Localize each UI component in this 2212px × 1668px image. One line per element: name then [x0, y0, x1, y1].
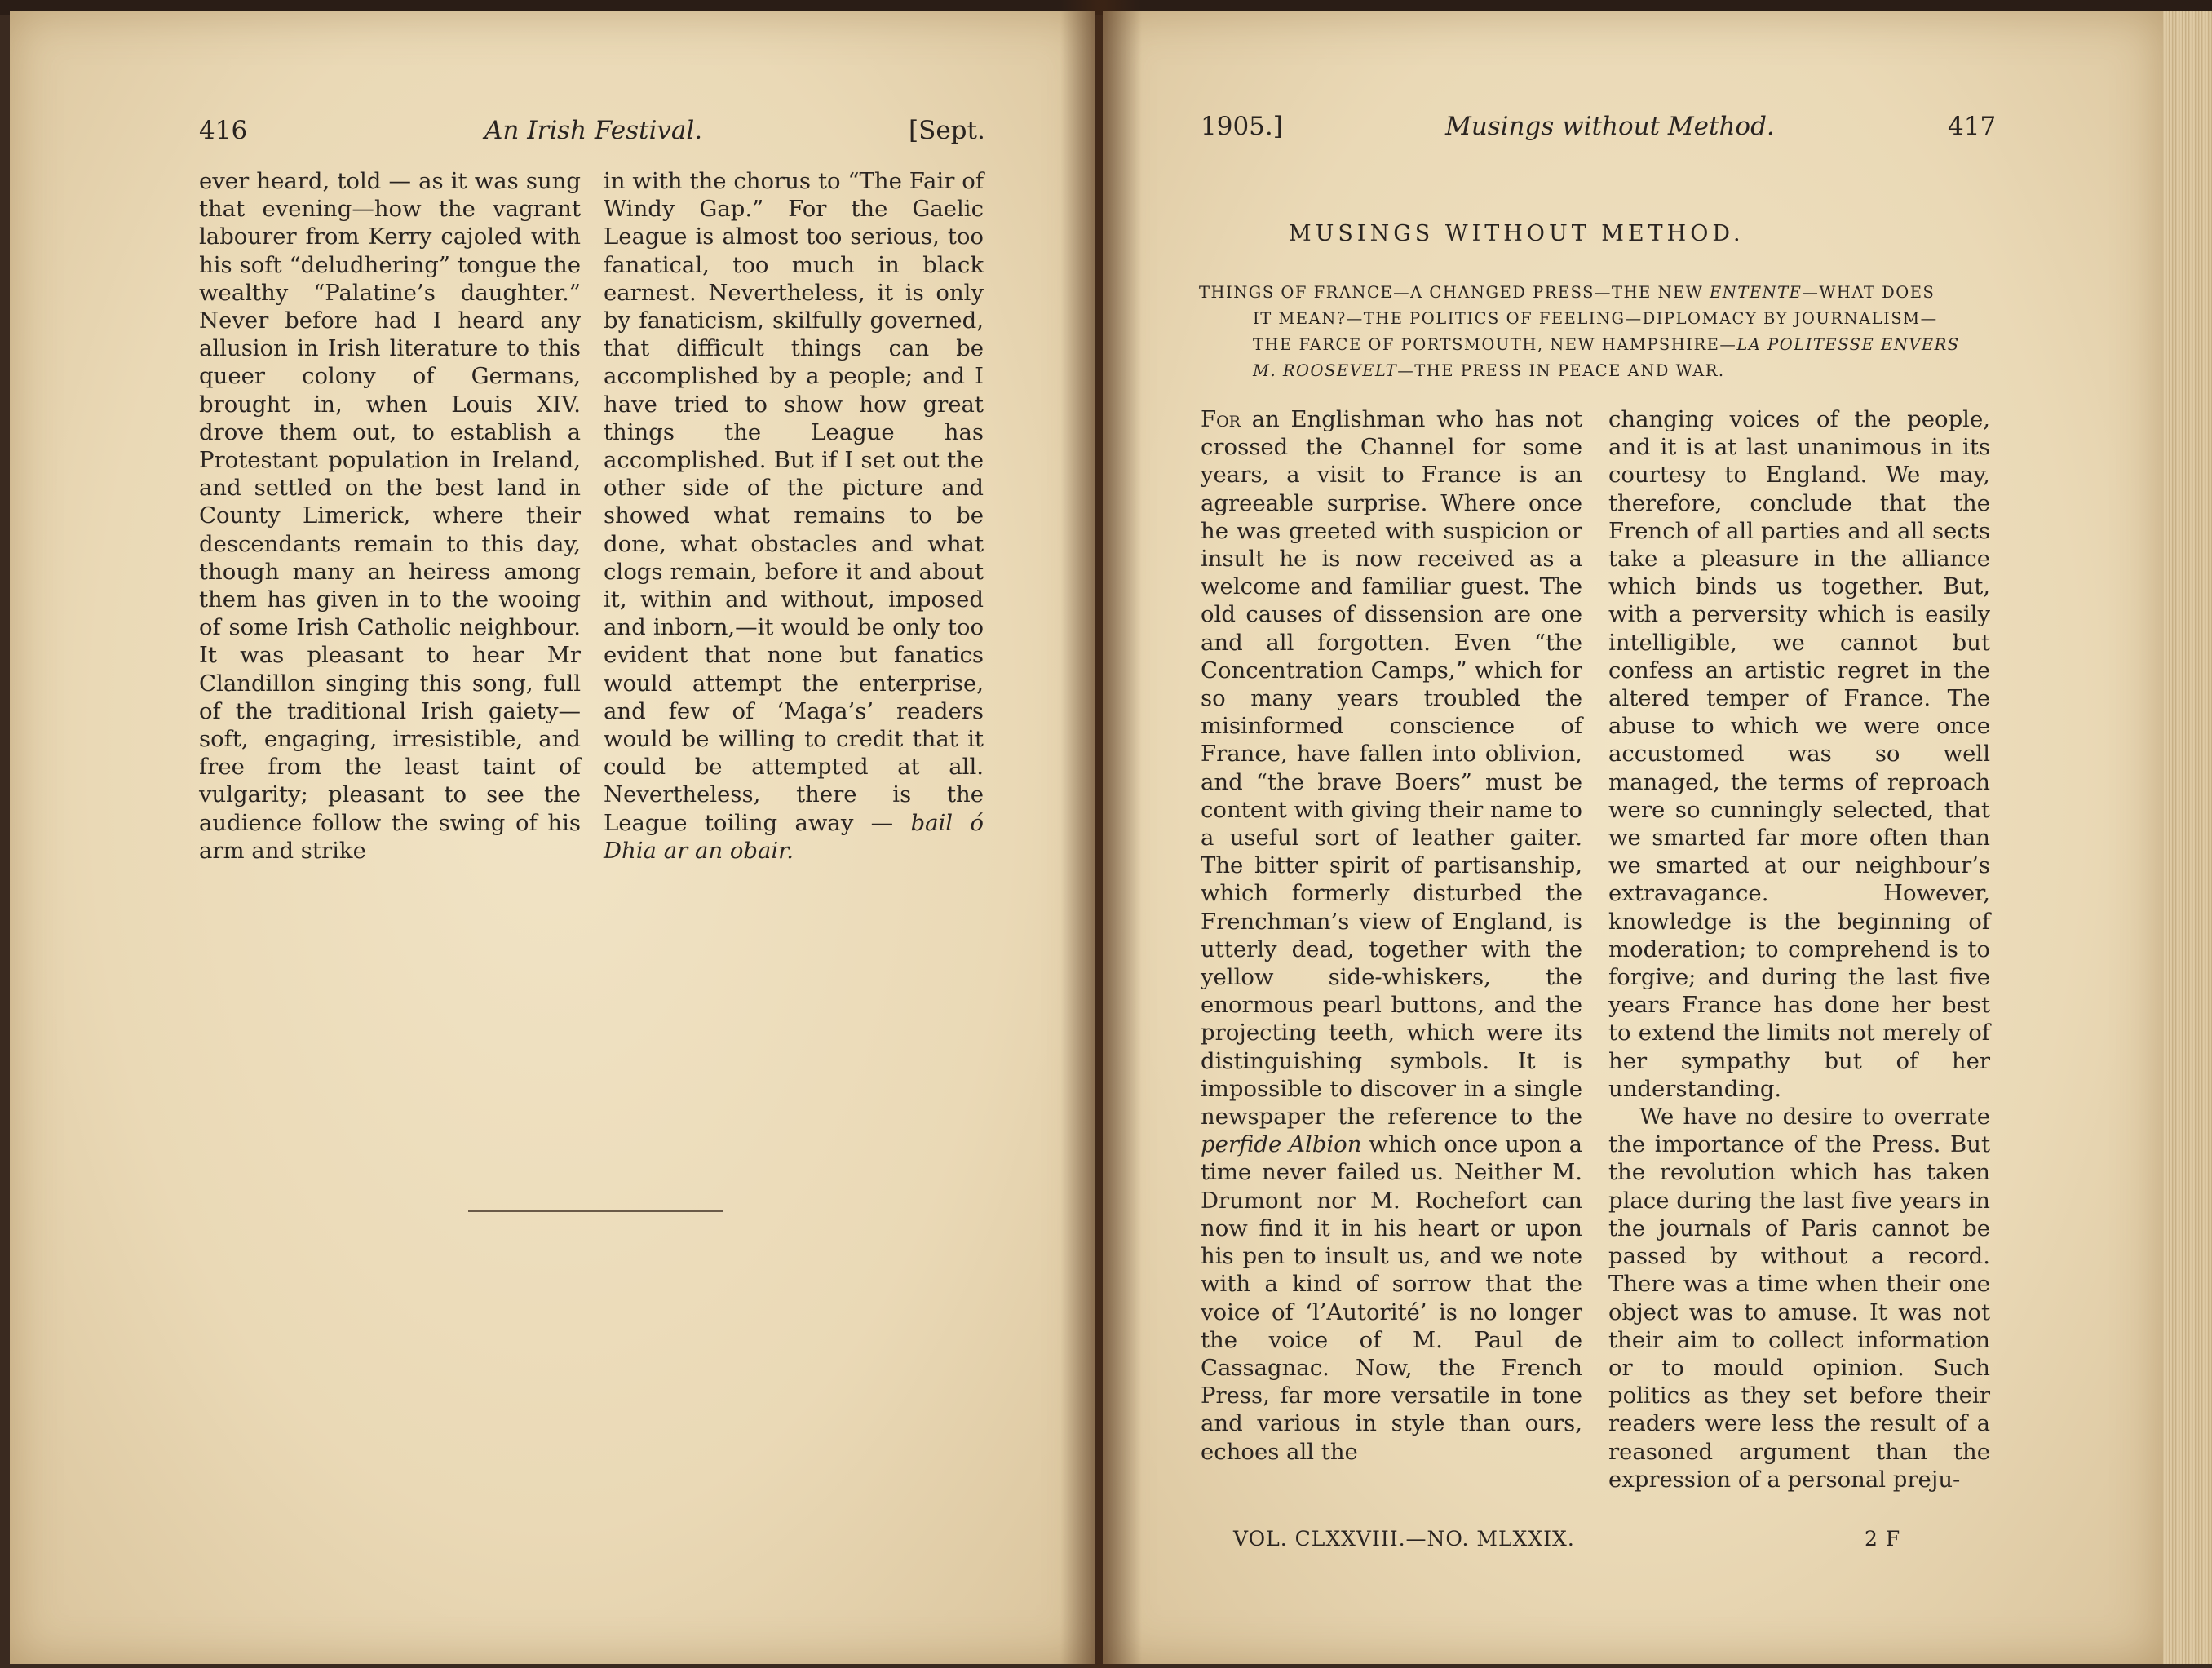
left-page-column-1 [199, 167, 581, 865]
right-page-column-1 [1201, 405, 1582, 1466]
left-running-title: An Irish Festival. [484, 116, 703, 145]
page-edges [2163, 11, 2212, 1664]
right-col1-text-b: which once upon a time never failed us. Neither M. Drumont nor M. Rochefort can now find it in his heart or upon his pen to insult us, and we note with a kind of sorrow that the voice of ‘l’Autorité’ is no longer the voice of M. Paul de Cassagnac. Now, the French Press, far more versatile in tone and various in style than ours, echoes all the [1201, 1131, 1582, 1465]
perfide-albion: perfide Albion [1201, 1131, 1362, 1158]
section-end-rule [468, 1210, 723, 1212]
contents-line-3-text: THE FARCE OF PORTSMOUTH, NEW HAMPSHIRE— [1253, 335, 1737, 354]
contents-roosevelt: M. ROOSEVELT [1253, 361, 1398, 380]
contents-line-1-text: THINGS OF FRANCE—A CHANGED PRESS—THE NEW [1199, 283, 1710, 302]
article-title: MUSINGS WITHOUT METHOD. [1289, 221, 1745, 246]
printer-signature: 2 F [1865, 1527, 1901, 1551]
contents-entente: ENTENTE [1710, 283, 1803, 302]
left-page-number: 416 [199, 116, 248, 145]
contents-line-1 [1199, 280, 1990, 306]
right-col1-text-a: an Englishman who has not crossed the Channel for some years, a visit to France is an agreeable surprise. Where once he was greeted with suspicion or insult he is now received as a welcome and familiar guest. The old causes of dissension are one and all forgotten. Even “the Concentration Camps,” which for so many years troubled the misinformed conscience of France, have fallen into oblivion, and “the brave Boers” must be content with giving their name to a useful sort of leather gaiter. The bitter spirit of partisanship, which formerly disturbed the Frenchman’s view of England, is utterly dead, together with the yellow side-whiskers, the enormous pearl buttons, and the projecting teeth, which were its distinguishing symbols. It is impossible to discover in a single newspaper the reference to the [1201, 406, 1582, 1130]
right-page-column-2 [1608, 405, 1990, 1493]
right-col1-paragraph [1201, 405, 1582, 1466]
right-running-title: Musings without Method. [1445, 112, 1775, 141]
left-col1-text: ever heard, told — as it was sung that evening—how the vagrant labourer from Kerry cajoled with his soft “deludhering” tongue the wealthy “Palatine’s daughter.” Never before had I heard any allusion in Irish literature to this queer colony of Germans, brought in, when Louis XIV. drove them out, to establish a Protestant population in Ireland, and settled on the best land in County Limerick, where their descendants remain to this day, though many an heiress among them has given in to the wooing of some Irish Catholic neighbour. It was pleasant to hear Mr Clandillon singing this song, full of the traditional Irish gaiety—soft, engaging, irresistible, and free from the least taint of vulgarity; pleasant to see the audience follow the swing of his arm and strike [199, 168, 581, 864]
left-col2-paragraph [604, 167, 984, 865]
book-gutter [1060, 0, 1142, 1668]
right-page-number: 417 [1948, 112, 1997, 141]
contents-line-1-end: —WHAT DOES [1802, 283, 1936, 302]
right-col2-paragraph-2: We have no desire to overrate the importance of the Press. But the revolution which has taken place during the last five years in the journals of Paris cannot be passed by without a record. There was a time when their one object was to amuse. It was not their aim to collect information or to mould opinion. Such politics as they set before their readers were less the result of a reasoned argument than the expression of a personal preju- [1608, 1104, 1990, 1493]
contents-line-3 [1199, 332, 1990, 358]
contents-line-4-end: —THE PRESS IN PEACE AND WAR. [1397, 361, 1725, 380]
right-col2-paragraph-1: changing voices of the people, and it is at last unanimous in its courtesy to England. We may, therefore, conclude that the French of all parties and all sects take a pleasure in the alliance which binds us together. But, with a perversity which is easily intelligible, we cannot but confess an artistic regret in the altered temper of France. The abuse to which we were once accustomed was so well managed, the terms of reproach were so cunningly selected, that we smarted far more often than we smarted at our neighbour’s extravagance. However, knowledge is the beginning of moderation; to comprehend is to forgive; and during the last five years France has done her best to extend the limits not merely of her sympathy but of her understanding. [1608, 406, 1990, 1102]
contents-line-2: IT MEAN?—THE POLITICS OF FEELING—DIPLOMACY BY JOURNALISM— [1253, 309, 1938, 328]
contents-politesse: LA POLITESSE ENVERS [1736, 335, 1960, 354]
left-col2-text: in with the chorus to “The Fair of Windy Gap.” For the Gaelic League is almost too serious, too fanatical, too much in black earnest. Nevertheless, it is only by fanaticism, skilfully governed, that difficult things can be accomplished by a people; and I have tried to show how great things the League has accomplished. But if I set out the other side of the picture and showed what remains to be done, what obstacles and what clogs remain, before it and about it, within and without, imposed and inborn,—it would be only too evident that none but fanatics would attempt the enterprise, and few of ‘Maga’s’ readers would be willing to credit that it could be attempted at all. Nevertheless, there is the League toiling away — [604, 168, 984, 836]
article-contents-summary [1199, 280, 1990, 384]
opening-word: For [1201, 406, 1241, 432]
contents-line-4 [1199, 358, 1990, 384]
volume-footer: VOL. CLXXVIII.—NO. MLXXIX. [1233, 1527, 1575, 1551]
left-col2-irish-phrase: bail ó Dhia ar an obair. [604, 809, 984, 864]
right-running-date: 1905.] [1201, 112, 1283, 141]
left-page-column-2 [604, 167, 984, 865]
left-running-date: [Sept. [909, 116, 985, 145]
